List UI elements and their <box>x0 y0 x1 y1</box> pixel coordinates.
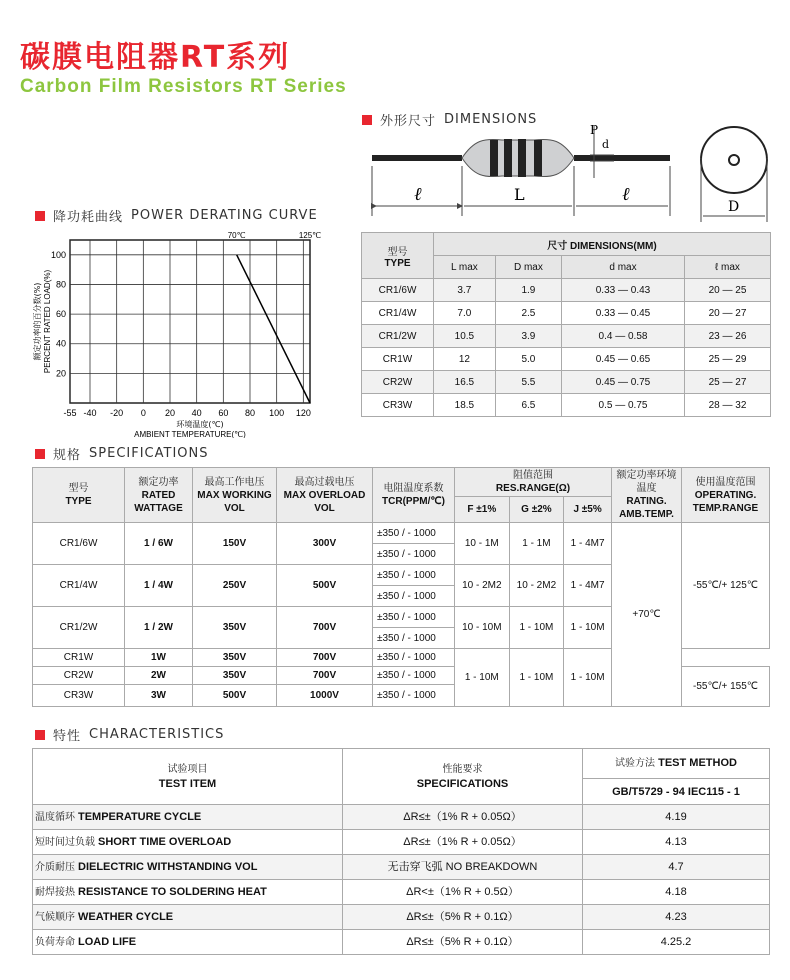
dim-size-header: 尺寸 DIMENSIONS(MM) <box>434 233 771 256</box>
dim-type-header: 型号 TYPE <box>362 233 434 279</box>
characteristics-heading <box>35 725 224 744</box>
lead-left <box>372 155 462 161</box>
spec-type-cell: CR3W <box>33 685 125 707</box>
y-tick-label: 40 <box>55 338 66 349</box>
spec-type-cell: CR1W <box>33 649 125 667</box>
lead-length-label-right: ℓ <box>622 184 630 205</box>
char-test-cn: 负荷寿命 <box>35 936 75 948</box>
spec-res-header: 阻值范围 RES.RANGE(Ω) <box>455 468 612 497</box>
color-band-2 <box>504 139 512 177</box>
char-test-cell <box>33 930 343 955</box>
char-spec-header: 性能要求 SPECIFICATIONS <box>343 749 583 805</box>
x-tick-label: 120 <box>295 408 311 418</box>
char-method-cell: 4.23 <box>583 905 770 930</box>
spec-wattage-cell: 3W <box>125 685 193 707</box>
spec-type-header: 型号 TYPE <box>33 468 125 523</box>
dim-table-row <box>362 348 771 371</box>
char-test-cell <box>33 805 343 830</box>
section-marker <box>35 211 45 221</box>
spec-op-range-cell-2: -55℃/+ 155℃ <box>682 667 770 707</box>
spec-tcr-cell: ±350 / - 1000 <box>373 544 455 565</box>
dim-value-cell: 0.45 — 0.75 <box>562 371 685 394</box>
dim-value-cell: 28 — 32 <box>684 394 770 417</box>
dim-type-cell: CR1/4W <box>362 302 434 325</box>
char-test-cell <box>33 830 343 855</box>
spec-type-cell: CR1/2W <box>33 607 125 649</box>
x-tick-label: -20 <box>110 408 124 418</box>
y-tick-label: 20 <box>55 368 66 379</box>
dimensions-table <box>361 232 771 417</box>
dim-value-cell: 10.5 <box>434 325 496 348</box>
dim-value-cell: 6.5 <box>495 394 561 417</box>
spec-tcr-cell: ±350 / - 1000 <box>373 565 455 586</box>
dim-type-cell: CR1/2W <box>362 325 434 348</box>
specifications-table <box>32 467 770 707</box>
char-table-row <box>33 830 770 855</box>
page-subtitle: Carbon Film Resistors RT Series <box>20 76 347 97</box>
dim-col-wire: d max <box>562 256 685 279</box>
char-test-cn: 耐焊接热 <box>35 886 75 898</box>
char-method-header: 试验方法 TEST METHOD <box>583 749 770 779</box>
derating-heading <box>35 206 318 225</box>
char-standard-header: GB/T5729 - 94 IEC115 - 1 <box>583 779 770 805</box>
dim-type-cell: CR1/6W <box>362 279 434 302</box>
dimensions-heading-en: DIMENSIONS <box>444 112 538 127</box>
spec-overload-cell: 700V <box>277 667 373 685</box>
spec-max-vol-cell: 350V <box>193 649 277 667</box>
char-spec-cell: ΔR≤±（5% R + 0.1Ω） <box>343 930 583 955</box>
dim-value-cell: 2.5 <box>495 302 561 325</box>
spec-res-f-cell: 10 - 10M <box>455 607 510 649</box>
spec-tcr-cell: ±350 / - 1000 <box>373 649 455 667</box>
char-method-cell: 4.25.2 <box>583 930 770 955</box>
char-method-cell: 4.18 <box>583 880 770 905</box>
spec-max-vol-cell: 350V <box>193 607 277 649</box>
char-test-en: DIELECTRIC WITHSTANDING VOL <box>78 860 258 873</box>
x-tick-label: 60 <box>218 408 229 418</box>
spec-overload-cell: 1000V <box>277 685 373 707</box>
x-tick-label: -55 <box>63 408 77 418</box>
spec-res-g-cell: 1 - 10M <box>509 649 564 707</box>
y-axis-label-cn: 额定功率的百分数(%) <box>33 282 42 361</box>
spec-overload-cell: 700V <box>277 649 373 667</box>
char-table-row <box>33 855 770 880</box>
char-spec-cell: 无击穿飞弧 NO BREAKDOWN <box>343 855 583 880</box>
spec-wattage-cell: 1 / 4W <box>125 565 193 607</box>
derating-heading-en: POWER DERATING CURVE <box>131 208 318 223</box>
dim-value-cell: 20 — 25 <box>684 279 770 302</box>
spec-tcr-cell: ±350 / - 1000 <box>373 586 455 607</box>
spec-res-f-cell: 1 - 10M <box>455 649 510 707</box>
dim-value-cell: 0.33 — 0.45 <box>562 302 685 325</box>
dim-table-row <box>362 371 771 394</box>
char-method-cell: 4.7 <box>583 855 770 880</box>
x-tick-label: 100 <box>269 408 285 418</box>
derating-heading-cn: 降功耗曲线 <box>53 210 124 225</box>
power-derating-chart <box>30 228 330 438</box>
dim-value-cell: 0.5 — 0.75 <box>562 394 685 417</box>
section-marker <box>35 449 45 459</box>
spec-op-header: 使用温度范围 OPERATING. TEMP.RANGE <box>682 468 770 523</box>
characteristics-heading-cn: 特性 <box>53 729 82 744</box>
color-band-1 <box>490 140 498 176</box>
dim-type-cell: CR3W <box>362 394 434 417</box>
spec-res-f-cell: 10 - 1M <box>455 523 510 565</box>
char-spec-cell: ΔR≤±（5% R + 0.1Ω） <box>343 905 583 930</box>
spec-res-g-header: G ±2% <box>509 497 564 523</box>
spec-res-j-cell: 1 - 4M7 <box>564 523 612 565</box>
specifications-heading <box>35 444 209 463</box>
char-test-cell <box>33 905 343 930</box>
spec-tcr-cell: ±350 / - 1000 <box>373 607 455 628</box>
spec-rating-temp-cell: +70℃ <box>612 523 682 707</box>
spec-res-g-cell: 1 - 1M <box>509 523 564 565</box>
section-marker <box>35 730 45 740</box>
spec-type-cell: CR2W <box>33 667 125 685</box>
characteristics-heading-en: CHARACTERISTICS <box>89 727 225 742</box>
body-diameter-label: D <box>728 199 740 215</box>
spec-tcr-cell: ±350 / - 1000 <box>373 667 455 685</box>
char-test-en: RESISTANCE TO SOLDERING HEAT <box>78 885 267 898</box>
dim-value-cell: 3.9 <box>495 325 561 348</box>
dim-value-cell: 3.7 <box>434 279 496 302</box>
spec-res-j-header: J ±5% <box>564 497 612 523</box>
x-axis-label-cn: 环境温度(℃) <box>176 420 224 429</box>
spec-res-j-cell: 1 - 4M7 <box>564 565 612 607</box>
y-tick-label: 60 <box>55 309 66 320</box>
page-title: 碳膜电阻器RT系列 <box>20 40 291 75</box>
plot-frame <box>70 240 310 403</box>
wire-diameter-label: d <box>602 138 610 151</box>
color-band-3 <box>518 139 526 177</box>
char-test-cn: 温度循环 <box>35 811 75 823</box>
y-axis-label-en: PERCENT RATED LOAD(%) <box>43 269 52 374</box>
spec-wattage-header: 额定功率 RATED WATTAGE <box>125 468 193 523</box>
x-axis-label-en: AMBIENT TEMPERATURE(℃) <box>134 430 246 438</box>
char-test-header: 试验项目 TEST ITEM <box>33 749 343 805</box>
char-test-cell <box>33 855 343 880</box>
spec-overload-header: 最高过载电压 MAX OVERLOAD VOL <box>277 468 373 523</box>
char-test-cn: 气候顺序 <box>35 911 75 923</box>
char-test-cell <box>33 880 343 905</box>
spec-tcr-cell: ±350 / - 1000 <box>373 628 455 649</box>
dim-value-cell: 7.0 <box>434 302 496 325</box>
spec-max-vol-cell: 250V <box>193 565 277 607</box>
char-table-row <box>33 930 770 955</box>
end-view-lead <box>729 155 739 165</box>
spec-max-vol-header: 最高工作电压 MAX WORKING VOL <box>193 468 277 523</box>
x-tick-label: 40 <box>191 408 202 418</box>
spec-overload-cell: 500V <box>277 565 373 607</box>
characteristics-table <box>32 748 770 955</box>
dim-col-lead: ℓ max <box>684 256 770 279</box>
dim-value-cell: 18.5 <box>434 394 496 417</box>
char-table-row <box>33 880 770 905</box>
spec-tcr-header: 电阻温度系数 TCR(PPM/℃) <box>373 468 455 523</box>
dim-value-cell: 0.33 — 0.43 <box>562 279 685 302</box>
top-annotation: 70℃ <box>227 231 246 240</box>
char-test-cn: 介质耐压 <box>35 861 75 873</box>
x-tick-label: 80 <box>244 408 256 418</box>
pitch-label: P <box>590 123 599 137</box>
dim-value-cell: 1.9 <box>495 279 561 302</box>
dim-value-cell: 0.45 — 0.65 <box>562 348 685 371</box>
dim-col-l: L max <box>434 256 496 279</box>
spec-overload-cell: 300V <box>277 523 373 565</box>
dim-value-cell: 20 — 27 <box>684 302 770 325</box>
dim-table-row <box>362 394 771 417</box>
spec-rating-header: 额定功率环境温度 RATING. AMB.TEMP. <box>612 468 682 523</box>
dim-value-cell: 0.4 — 0.58 <box>562 325 685 348</box>
spec-res-j-cell: 1 - 10M <box>564 649 612 707</box>
dim-table-row <box>362 279 771 302</box>
char-method-cell: 4.13 <box>583 830 770 855</box>
char-spec-cell: ΔR≤±（1% R + 0.05Ω） <box>343 805 583 830</box>
char-method-cell: 4.19 <box>583 805 770 830</box>
spec-type-cell: CR1/4W <box>33 565 125 607</box>
char-table-row <box>33 805 770 830</box>
color-band-4 <box>534 140 542 176</box>
spec-max-vol-cell: 150V <box>193 523 277 565</box>
body-length-label: L <box>514 185 525 204</box>
dim-table-row <box>362 302 771 325</box>
spec-res-f-cell: 10 - 2M2 <box>455 565 510 607</box>
char-spec-cell: ΔR≤±（1% R + 0.05Ω） <box>343 830 583 855</box>
dimensions-heading-cn: 外形尺寸 <box>380 114 437 129</box>
spec-tcr-cell: ±350 / - 1000 <box>373 685 455 707</box>
dim-type-cell: CR2W <box>362 371 434 394</box>
y-tick-label: 80 <box>55 279 66 290</box>
spec-wattage-cell: 2W <box>125 667 193 685</box>
spec-tcr-cell: ±350 / - 1000 <box>373 523 455 544</box>
char-test-cn: 短时间过负载 <box>35 836 95 848</box>
y-tick-label: 100 <box>50 249 66 260</box>
spec-res-g-cell: 10 - 2M2 <box>509 565 564 607</box>
char-test-en: WEATHER CYCLE <box>78 910 174 923</box>
char-test-en: SHORT TIME OVERLOAD <box>98 835 232 848</box>
char-table-row <box>33 905 770 930</box>
dim-type-cell: CR1W <box>362 348 434 371</box>
lead-right <box>574 155 670 161</box>
spec-res-j-cell: 1 - 10M <box>564 607 612 649</box>
spec-type-cell: CR1/6W <box>33 523 125 565</box>
char-test-en: LOAD LIFE <box>78 935 137 948</box>
dim-value-cell: 5.0 <box>495 348 561 371</box>
specifications-heading-en: SPECIFICATIONS <box>89 446 209 461</box>
dim-col-d: D max <box>495 256 561 279</box>
specifications-heading-cn: 规格 <box>53 448 82 463</box>
lead-length-label-left: ℓ <box>414 184 422 205</box>
dim-value-cell: 5.5 <box>495 371 561 394</box>
dim-value-cell: 25 — 27 <box>684 371 770 394</box>
spec-overload-cell: 700V <box>277 607 373 649</box>
x-tick-label: -40 <box>83 408 97 418</box>
spec-max-vol-cell: 500V <box>193 685 277 707</box>
resistor-dimension-drawing <box>362 118 782 226</box>
top-annotation: 125℃ <box>298 231 322 240</box>
dim-value-cell: 12 <box>434 348 496 371</box>
spec-max-vol-cell: 350V <box>193 667 277 685</box>
spec-wattage-cell: 1W <box>125 649 193 667</box>
x-tick-label: 0 <box>140 408 146 418</box>
char-test-en: TEMPERATURE CYCLE <box>78 810 202 823</box>
spec-wattage-cell: 1 / 6W <box>125 523 193 565</box>
spec-res-g-cell: 1 - 10M <box>509 607 564 649</box>
spec-wattage-cell: 1 / 2W <box>125 607 193 649</box>
dim-value-cell: 25 — 29 <box>684 348 770 371</box>
x-tick-label: 20 <box>164 408 176 418</box>
dim-value-cell: 23 — 26 <box>684 325 770 348</box>
spec-res-f-header: F ±1% <box>455 497 510 523</box>
dim-table-row <box>362 325 771 348</box>
spec-op-range-cell-1: -55℃/+ 125℃ <box>682 523 770 649</box>
char-spec-cell: ΔR<±（1% R + 0.5Ω） <box>343 880 583 905</box>
dim-value-cell: 16.5 <box>434 371 496 394</box>
